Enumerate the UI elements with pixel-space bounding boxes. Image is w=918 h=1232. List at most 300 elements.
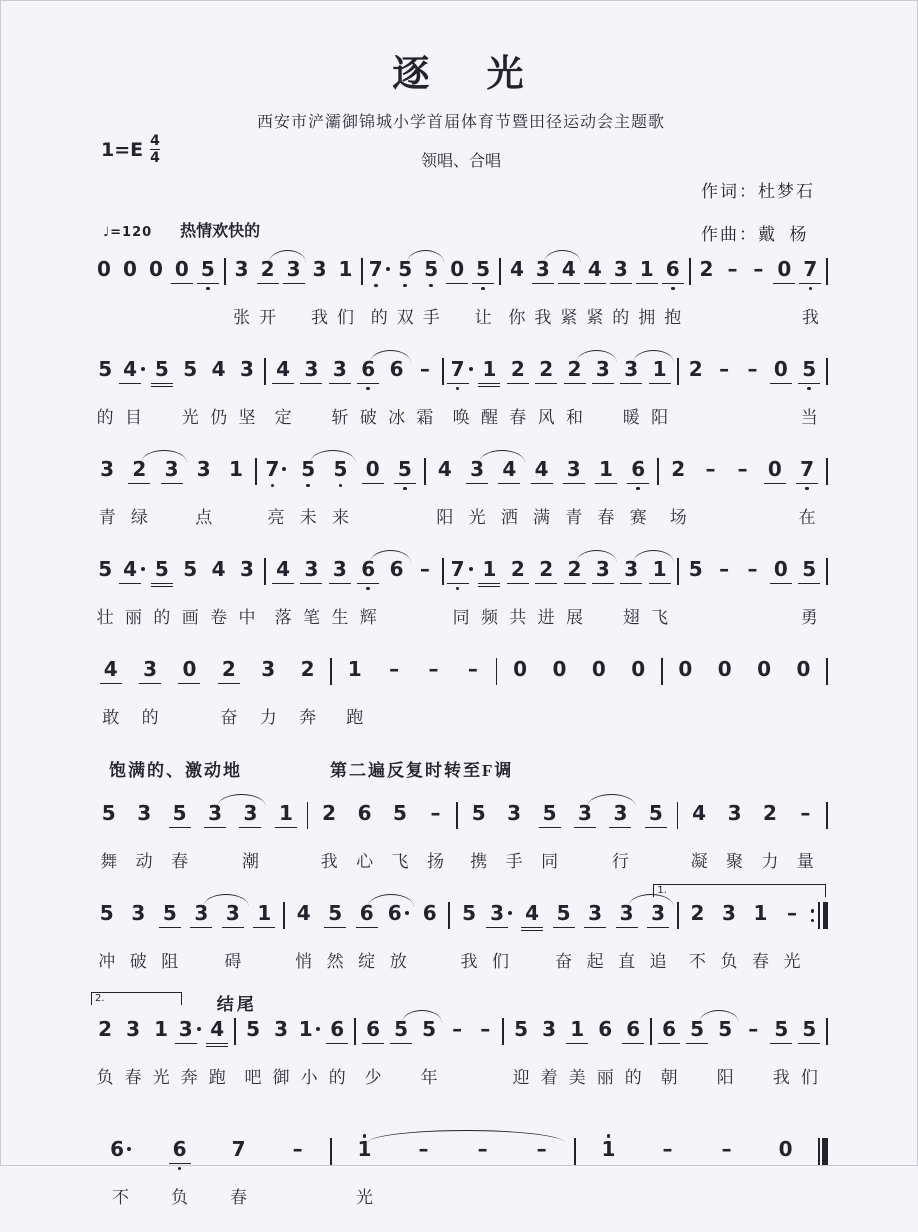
bar-thin (424, 458, 426, 485)
note (504, 252, 530, 327)
barline (658, 658, 666, 685)
note-number: 5 (422, 1017, 437, 1041)
lyric-syllable: 年 (420, 1068, 438, 1087)
note-number-wrap (612, 802, 628, 828)
note (504, 352, 532, 427)
lyric-syllable: 力 (259, 708, 277, 727)
note-number-wrap (510, 258, 524, 281)
beam-underline (222, 927, 244, 929)
note-number: 2 (98, 1017, 112, 1041)
note-number: – (292, 1137, 303, 1161)
note-number: 7 (450, 357, 465, 381)
note-number-wrap (598, 458, 614, 484)
note-main (689, 358, 703, 381)
note (603, 796, 638, 871)
octave-dot-below (366, 587, 370, 591)
note-number-wrap (753, 258, 763, 281)
barline (327, 658, 335, 685)
note-main (297, 902, 311, 925)
octave-dot-below-slot (339, 484, 343, 488)
note-number: 0 (513, 657, 527, 681)
note (638, 796, 673, 828)
beam-underline (169, 827, 191, 829)
section-marks (91, 746, 831, 790)
note-main (598, 458, 614, 484)
note-number: 3 (595, 557, 610, 581)
note (795, 352, 823, 427)
note-number: – (748, 1017, 759, 1041)
note-main (705, 458, 715, 481)
note-number-wrap (561, 258, 577, 284)
note-number: – (727, 257, 738, 281)
lyric-syllable: 斩 (331, 408, 349, 427)
note-number: 3 (624, 557, 639, 581)
note-main (510, 358, 526, 384)
octave-dot-below-slot (271, 484, 275, 488)
note-number: 3 (332, 357, 347, 381)
note-main (787, 902, 797, 925)
note-number: 1 (482, 557, 497, 581)
barline (304, 802, 312, 829)
note-number: – (800, 801, 811, 825)
beam-underline (300, 383, 322, 385)
note-number-wrap (420, 558, 430, 581)
note (530, 252, 556, 327)
lyric-syllable: 舞 (100, 852, 118, 871)
note-number-wrap (303, 358, 319, 384)
lyric-syllable: 负 (171, 1188, 189, 1207)
note-number: 3 (137, 801, 152, 825)
note-number-wrap (452, 1018, 462, 1041)
octave-dot-below (456, 587, 460, 591)
note-number-wrap (322, 802, 336, 825)
note-number-wrap (183, 558, 197, 581)
note (392, 252, 418, 327)
note-number-wrap (450, 558, 466, 590)
note-number: 6 (172, 1137, 187, 1161)
note-number: 4 (276, 557, 291, 581)
note-number: 4 (123, 557, 137, 581)
beam-underline (329, 383, 351, 385)
note-main (339, 258, 353, 281)
note-number-wrap (221, 658, 237, 684)
note-number-wrap (801, 1018, 817, 1044)
note-number-wrap (602, 1138, 616, 1161)
note-number: 3 (178, 1017, 193, 1041)
lyric-syllable: 美 (568, 1068, 586, 1087)
note (323, 1012, 351, 1087)
note-main (221, 658, 237, 684)
note (359, 1012, 387, 1087)
augmentation-dot (141, 367, 145, 371)
note-main (801, 558, 817, 584)
note-main (183, 558, 197, 581)
beam-underline (178, 683, 200, 685)
barline (421, 458, 429, 485)
bar-thin (224, 258, 226, 285)
note-number-wrap (422, 1018, 436, 1041)
note-number: 3 (507, 801, 522, 825)
lyric-syllable: 场 (669, 508, 687, 527)
note-main (126, 1018, 140, 1041)
note-number: 6 (626, 1017, 641, 1041)
music-line (91, 246, 831, 346)
note (662, 452, 694, 527)
note-main (773, 358, 789, 384)
note-number: 1 (257, 901, 272, 925)
lyric-syllable: 唤 (452, 408, 470, 427)
beam-underline (447, 583, 469, 585)
note (354, 352, 382, 427)
note-number: 4 (534, 457, 549, 481)
lyric-syllable: 奔 (180, 1068, 198, 1087)
mood-marking: 热情欢快的 (180, 223, 261, 240)
dash-note (268, 1132, 327, 1161)
note-number: 5 (424, 257, 439, 281)
note-number-wrap (719, 558, 729, 581)
composer-credit: 作曲：戴 杨 (701, 225, 809, 245)
song-title: 逐 光 (392, 54, 530, 95)
tempo-row (103, 218, 260, 241)
note-number-wrap (598, 1018, 612, 1041)
bar-thin (677, 802, 679, 829)
note-number-wrap (266, 458, 280, 487)
note-number: 3 (100, 457, 115, 481)
octave-dot-below (374, 284, 378, 288)
barline (823, 1018, 831, 1045)
note-number-wrap (293, 1138, 303, 1161)
music-line (91, 446, 831, 546)
lyric-syllable: 让 (474, 308, 492, 327)
beam-underline (796, 483, 818, 485)
dash-note (418, 796, 453, 871)
barline (327, 1138, 335, 1165)
note-number: 5 (393, 801, 407, 825)
lyric-syllable: 负 (96, 1068, 114, 1087)
note (682, 552, 710, 581)
lyric-syllable: 在 (798, 508, 816, 527)
bar-thin (330, 658, 332, 685)
note-number-wrap (303, 558, 319, 584)
note (347, 796, 382, 871)
note (382, 896, 414, 971)
meter-upper: 4 (150, 133, 160, 149)
beam-underline (647, 927, 669, 929)
octave-dot-below-slot (403, 487, 407, 491)
note-main (369, 258, 390, 287)
note-main (333, 458, 347, 487)
note-number: 0 (757, 657, 772, 681)
barline (496, 258, 504, 285)
lyric-syllable: 频 (480, 608, 498, 627)
note-main (293, 1138, 303, 1161)
note-main (537, 1138, 547, 1161)
lyric-syllable: 直 (618, 952, 636, 971)
note (619, 1012, 647, 1087)
note-number: 3 (143, 657, 158, 681)
note-main (98, 1018, 112, 1041)
note (579, 1132, 638, 1161)
coda-label: 结尾 (216, 995, 257, 1014)
note-number-wrap (240, 558, 254, 581)
note-number-wrap (449, 258, 465, 284)
note (267, 1012, 295, 1087)
beam-underline (151, 583, 173, 585)
note-main (423, 902, 437, 925)
note-number-wrap (747, 558, 757, 581)
note-number-wrap (514, 1018, 528, 1041)
rest-note (771, 252, 797, 284)
note-main (661, 1018, 677, 1044)
note-number: 5 (476, 257, 491, 281)
note (579, 896, 611, 971)
dash-note (727, 452, 759, 481)
lyric-syllable: 紧 (560, 308, 578, 327)
note-main (481, 358, 497, 387)
note (326, 552, 354, 627)
note (176, 552, 204, 627)
note-number-wrap (689, 558, 703, 581)
lyric-syllable: 满 (533, 508, 551, 527)
note-number: 7 (800, 457, 815, 481)
note-main (602, 1138, 616, 1161)
lyric-syllable: 跑 (208, 1068, 226, 1087)
note-number-wrap (587, 902, 603, 928)
note (453, 896, 485, 971)
note-number: 5 (200, 257, 215, 281)
volta-label: 2. (95, 993, 105, 1004)
octave-dot-below-slot (403, 284, 407, 288)
note (249, 652, 288, 727)
note-number: 1 (482, 357, 497, 381)
note-main (420, 558, 430, 581)
note-main (390, 358, 404, 381)
note-number: 3 (164, 457, 179, 481)
note-main (652, 558, 668, 584)
note-main (332, 358, 348, 384)
note-number-wrap (507, 802, 521, 825)
note (186, 896, 218, 928)
note-number: 5 (802, 357, 817, 381)
rest-note (579, 652, 618, 681)
note-number-wrap (100, 902, 114, 925)
note-number: – (419, 357, 430, 381)
note-number-wrap (137, 802, 151, 825)
note-number-wrap (510, 558, 526, 584)
bar-thin (361, 258, 363, 285)
note-number: 5 (688, 557, 703, 581)
note-number: 7 (450, 557, 465, 581)
bar-thin (234, 1018, 236, 1045)
lyric-syllable: 御 (272, 1068, 290, 1087)
note-number: 1 (753, 901, 768, 925)
lyric-syllable: 阻 (161, 952, 179, 971)
note-number-wrap (397, 458, 413, 490)
music-line (91, 790, 831, 890)
note (335, 1132, 394, 1207)
note-number-wrap (722, 1138, 732, 1161)
note-number-wrap (274, 1018, 288, 1041)
lyric-syllable: 手 (505, 852, 523, 871)
rest-note (500, 652, 539, 681)
note-main (754, 902, 768, 925)
note (591, 1012, 619, 1087)
note-main (327, 902, 343, 928)
note (532, 552, 560, 627)
lyric-syllable: 中 (238, 608, 256, 627)
octave-dot-below (339, 484, 343, 488)
note-main (689, 558, 703, 581)
note-main (796, 658, 810, 681)
octave-dot-below (178, 1167, 182, 1171)
note-main (419, 1138, 429, 1161)
note-main (738, 458, 748, 481)
lyric-syllable: 心 (356, 852, 374, 871)
note (795, 552, 823, 627)
beam-underline (190, 927, 212, 929)
note-main (595, 358, 611, 384)
lyric-syllable: 丽 (125, 608, 143, 627)
lyric-syllable: 目 (125, 408, 143, 427)
note-number: 7 (265, 457, 280, 481)
note (197, 796, 232, 828)
note-number-wrap (98, 358, 112, 381)
beam-underline (466, 483, 488, 485)
augmentation-dot (405, 911, 409, 915)
note-number-wrap (154, 358, 170, 387)
credits (701, 170, 815, 257)
note-number-wrap (126, 1018, 140, 1041)
note (795, 1012, 823, 1087)
note-number: 0 (767, 457, 782, 481)
note-number-wrap (542, 802, 558, 828)
notes-row (91, 652, 831, 727)
note-number: 4 (587, 257, 602, 281)
note (176, 352, 204, 427)
lyric-syllable: 的 (153, 608, 171, 627)
note-main (181, 658, 197, 684)
bar-thin (826, 458, 828, 485)
lyric-syllable: 携 (470, 852, 488, 871)
note (269, 552, 297, 627)
note-number-wrap (154, 1018, 168, 1041)
note-number-wrap (172, 1138, 188, 1170)
note-main (625, 1018, 641, 1044)
octave-dot-below (456, 387, 460, 391)
lyric-syllable: 卷 (210, 608, 228, 627)
note-number: 0 (182, 657, 197, 681)
music-line (91, 546, 831, 646)
lyric-syllable: 春 (509, 408, 527, 427)
note-number-wrap (297, 902, 311, 925)
barline (674, 802, 682, 829)
note-number: 4 (296, 901, 311, 925)
note-number: 5 (154, 557, 169, 581)
barline (252, 458, 260, 485)
note (389, 452, 421, 490)
note (249, 896, 281, 928)
note-number-wrap (110, 1138, 124, 1161)
note (281, 252, 307, 284)
note-number-wrap (595, 358, 611, 384)
rest-note (705, 652, 744, 681)
lyric-syllable: 光 (783, 952, 801, 971)
beam-underline (151, 386, 173, 388)
note-number-wrap (299, 1018, 313, 1041)
note-number-wrap (246, 1018, 260, 1041)
note (297, 352, 325, 384)
dash-note (453, 652, 492, 681)
note-number: 0 (773, 357, 788, 381)
rest-note (618, 652, 657, 681)
note-main (110, 1138, 131, 1161)
note-number: 5 (690, 1017, 705, 1041)
beam-underline (326, 1043, 348, 1045)
note-main (538, 558, 554, 584)
note-number: 4 (437, 457, 452, 481)
note-number: 4 (502, 457, 517, 481)
note (126, 796, 161, 871)
note-main (767, 458, 783, 484)
note-main (286, 258, 302, 284)
lyric-syllable: 暖 (622, 408, 640, 427)
augmentation-dot (127, 1147, 131, 1151)
note-main (480, 1018, 490, 1041)
beam-underline (253, 927, 275, 929)
note-number: 4 (211, 557, 226, 581)
note-number: 3 (274, 1017, 289, 1041)
beam-underline (446, 283, 468, 285)
beam-underline (472, 283, 494, 285)
note (694, 252, 720, 281)
lyric-syllable: 醒 (480, 408, 498, 427)
note (791, 452, 823, 527)
note-number: 6 (665, 257, 680, 281)
augmentation-dot (386, 267, 390, 271)
beam-underline (486, 927, 508, 929)
note-number: 0 (97, 257, 111, 281)
beam-underline (507, 383, 529, 385)
bar-thin (307, 802, 309, 829)
note-number-wrap (639, 258, 655, 284)
note-number: 2 (567, 557, 582, 581)
note (493, 452, 525, 527)
note-number: 4 (210, 1017, 225, 1041)
lyric-syllable: 阳 (436, 508, 454, 527)
note-main (278, 802, 294, 828)
note-number: 4 (561, 257, 576, 281)
note-main (763, 802, 777, 825)
note-number-wrap (652, 558, 668, 584)
note-number-wrap (358, 802, 372, 825)
lyric-syllable: 起 (586, 952, 604, 971)
note (260, 452, 292, 527)
note (203, 1012, 231, 1087)
beam-underline (535, 583, 557, 585)
note-number: – (418, 1137, 429, 1161)
note-number-wrap (102, 802, 116, 825)
note-number: – (705, 457, 716, 481)
note-main (154, 558, 170, 587)
lyric-syllable: 壮 (96, 608, 114, 627)
note (682, 896, 714, 971)
note-number: – (721, 1137, 732, 1161)
beam-underline (770, 583, 792, 585)
rest-note (91, 252, 117, 281)
note-number: 0 (678, 657, 693, 681)
note-number: – (536, 1137, 547, 1161)
note-main (172, 1138, 188, 1170)
